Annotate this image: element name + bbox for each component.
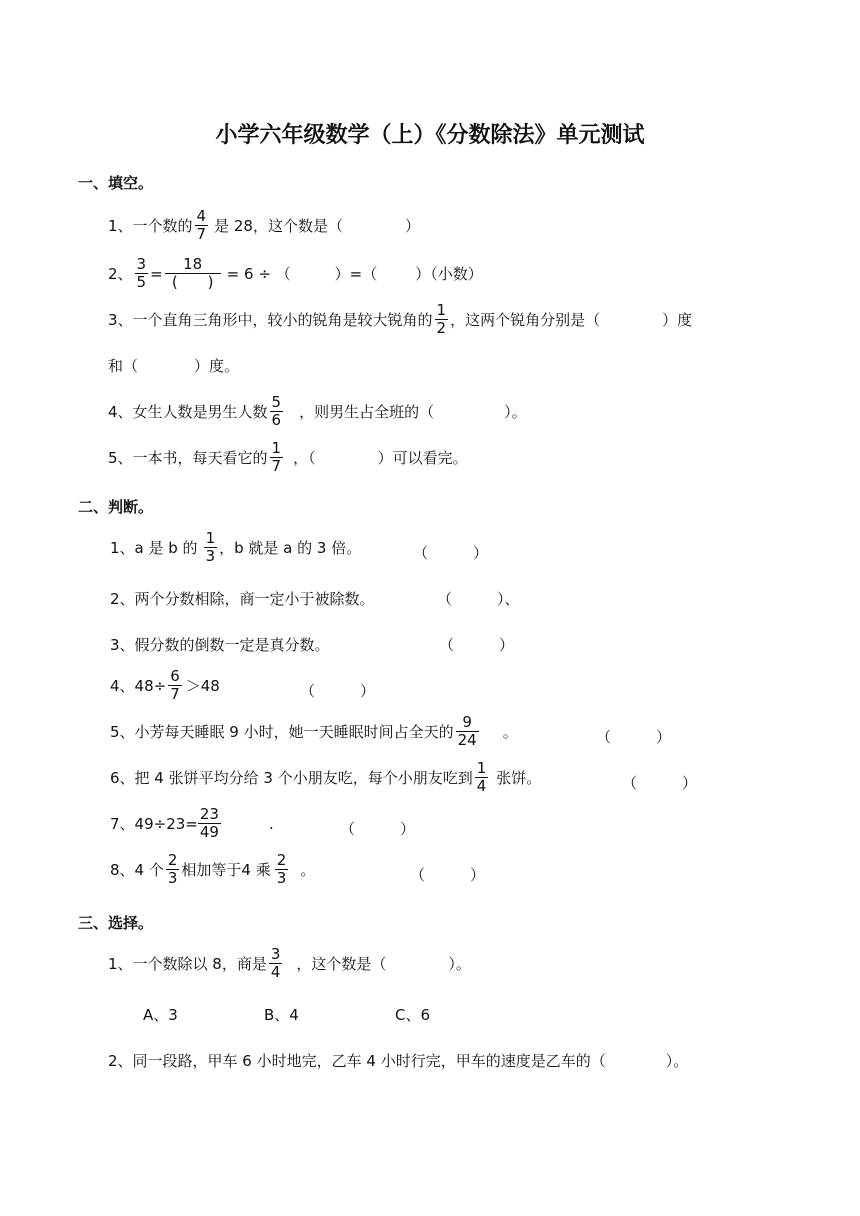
numerator: 1 (436, 301, 447, 319)
denominator: 7 (271, 457, 282, 476)
denominator: 3 (205, 547, 216, 566)
fraction (198, 806, 221, 842)
question-text: 1、a 是 b 的 (110, 539, 198, 558)
question-text: 7、49÷23= (110, 815, 198, 834)
question-text: ，则男生占全班的（ (299, 403, 435, 422)
judge-question-5 (110, 714, 518, 750)
numerator: 6 (170, 667, 180, 685)
option-b[interactable]: B、4 (264, 1006, 299, 1024)
question-text: ）（小数） (415, 265, 483, 284)
numerator: 18 (183, 255, 203, 273)
page-title: 小学六年级数学（上）《分数除法》单元测试 (215, 123, 645, 148)
option-c[interactable]: C、6 (395, 1006, 431, 1024)
fraction (475, 760, 489, 796)
judge-question-3: 3、假分数的倒数一定是真分数。 (110, 636, 330, 654)
fill-question-5 (108, 440, 468, 476)
question-text: . (268, 814, 274, 833)
fill-question-4 (108, 394, 527, 430)
fraction (165, 256, 221, 292)
question-text: 1、一个数除以 8，商是 (108, 955, 267, 974)
question-text: 8、4 个 (110, 861, 164, 880)
fraction (135, 256, 149, 292)
question-text: ，这个数是（ (296, 955, 387, 974)
question-text: 2、同一段路，甲车 6 小时地完，乙车 4 小时行完，甲车的速度是乙车的（ (108, 1052, 606, 1070)
answer-parentheses[interactable]: （ ） (340, 820, 416, 838)
numerator: 23 (199, 805, 219, 823)
section-heading-fill-blank: 一、填空。 (78, 174, 154, 192)
question-text: ，这两个锐角分别是（ (450, 311, 601, 330)
section-heading-true-false: 二、判断。 (78, 498, 154, 516)
numerator: 9 (462, 713, 472, 731)
choice-question-2 (108, 1050, 688, 1071)
judge-question-7 (110, 806, 274, 842)
question-text: ，（ (293, 449, 316, 468)
question-text: ＞48 (185, 677, 220, 696)
question-text: 1、一个数的 (108, 217, 193, 236)
question-text: 6、把 4 张饼平均分给 3 个小朋友吃，每个小朋友吃到 (110, 769, 473, 788)
judge-question-8 (110, 852, 315, 888)
denominator: 49 (199, 823, 219, 842)
fraction (269, 946, 283, 982)
fill-question-1 (108, 208, 420, 244)
question-text: = 6 ÷ （ (226, 265, 291, 284)
fraction (270, 440, 284, 476)
question-text: ）。 (665, 1052, 689, 1070)
judge-question-1 (110, 530, 361, 566)
answer-parentheses[interactable]: （ ）、 (437, 590, 520, 608)
question-text: ）。 (504, 403, 527, 422)
fraction (204, 530, 218, 566)
question-text: 。 (502, 723, 518, 742)
fill-question-2 (108, 256, 483, 292)
numerator: 2 (276, 851, 287, 869)
answer-parentheses[interactable]: （ ） (596, 728, 672, 746)
question-text: 4、48÷ (110, 677, 167, 696)
denominator: 7 (196, 225, 207, 244)
equals-sign: = (150, 264, 163, 283)
numerator: 1 (271, 439, 282, 457)
fraction (168, 668, 182, 704)
fraction (435, 302, 449, 338)
question-text: ）。 (448, 955, 471, 974)
section-heading-multiple-choice: 三、选择。 (78, 914, 154, 932)
denominator: 3 (167, 869, 178, 888)
choice-question-1 (108, 946, 471, 982)
question-text: 2、 (108, 265, 133, 284)
question-text: 4、女生人数是男生人数 (108, 403, 268, 422)
numerator: 1 (205, 529, 216, 547)
answer-parentheses[interactable]: （ ） (439, 636, 515, 654)
fraction (166, 852, 180, 888)
answer-parentheses[interactable]: （ ） (622, 774, 698, 792)
numerator: 5 (271, 393, 282, 411)
numerator: 3 (136, 255, 147, 273)
question-text: 5、小芳每天睡眠 9 小时，她一天睡眠时间占全天的 (110, 723, 454, 742)
fraction (195, 208, 209, 244)
denominator: 2 (436, 319, 447, 338)
question-text: ）可以看完。 (377, 449, 468, 468)
fraction (456, 714, 479, 750)
denominator: 4 (270, 963, 281, 982)
fill-question-3 (108, 302, 692, 338)
answer-parentheses[interactable]: （ ） (410, 866, 486, 884)
denominator: 24 (457, 731, 477, 750)
question-text: ）度 (662, 311, 693, 330)
judge-question-4 (110, 668, 220, 704)
question-text: 和（ (108, 357, 139, 375)
answer-parentheses[interactable]: （ ） (300, 682, 376, 700)
question-text: ）度。 (194, 357, 240, 375)
judge-question-2: 2、两个分数相除，商一定小于被除数。 (110, 590, 375, 608)
question-text: ）=（ (334, 265, 378, 284)
question-text: 相加等于4 乘 (181, 861, 271, 880)
denominator: 7 (170, 685, 180, 704)
numerator: 1 (476, 759, 487, 777)
answer-parentheses[interactable]: （ ） (413, 544, 489, 562)
question-text: 张饼。 (496, 769, 542, 788)
question-text: ，b 就是 a 的 3 倍。 (219, 539, 362, 558)
denominator: 3 (276, 869, 287, 888)
numerator: 2 (167, 851, 178, 869)
fraction (270, 394, 284, 430)
option-a[interactable]: A、3 (143, 1006, 178, 1024)
question-text: 5、一本书，每天看它的 (108, 449, 268, 468)
question-text: ） (404, 217, 420, 236)
question-text: 是 28，这个数是（ (214, 217, 343, 236)
numerator: 4 (196, 207, 207, 225)
fill-question-3-continued (108, 355, 239, 376)
fraction (275, 852, 289, 888)
question-text: 3、一个直角三角形中，较小的锐角是较大锐角的 (108, 311, 433, 330)
denominator: 5 (136, 273, 147, 292)
judge-question-6 (110, 760, 541, 796)
question-text: 。 (300, 861, 316, 880)
denominator: 4 (476, 777, 487, 796)
denominator: 6 (271, 411, 282, 430)
denominator-blank[interactable]: ( ) (165, 273, 221, 291)
numerator: 3 (270, 945, 281, 963)
